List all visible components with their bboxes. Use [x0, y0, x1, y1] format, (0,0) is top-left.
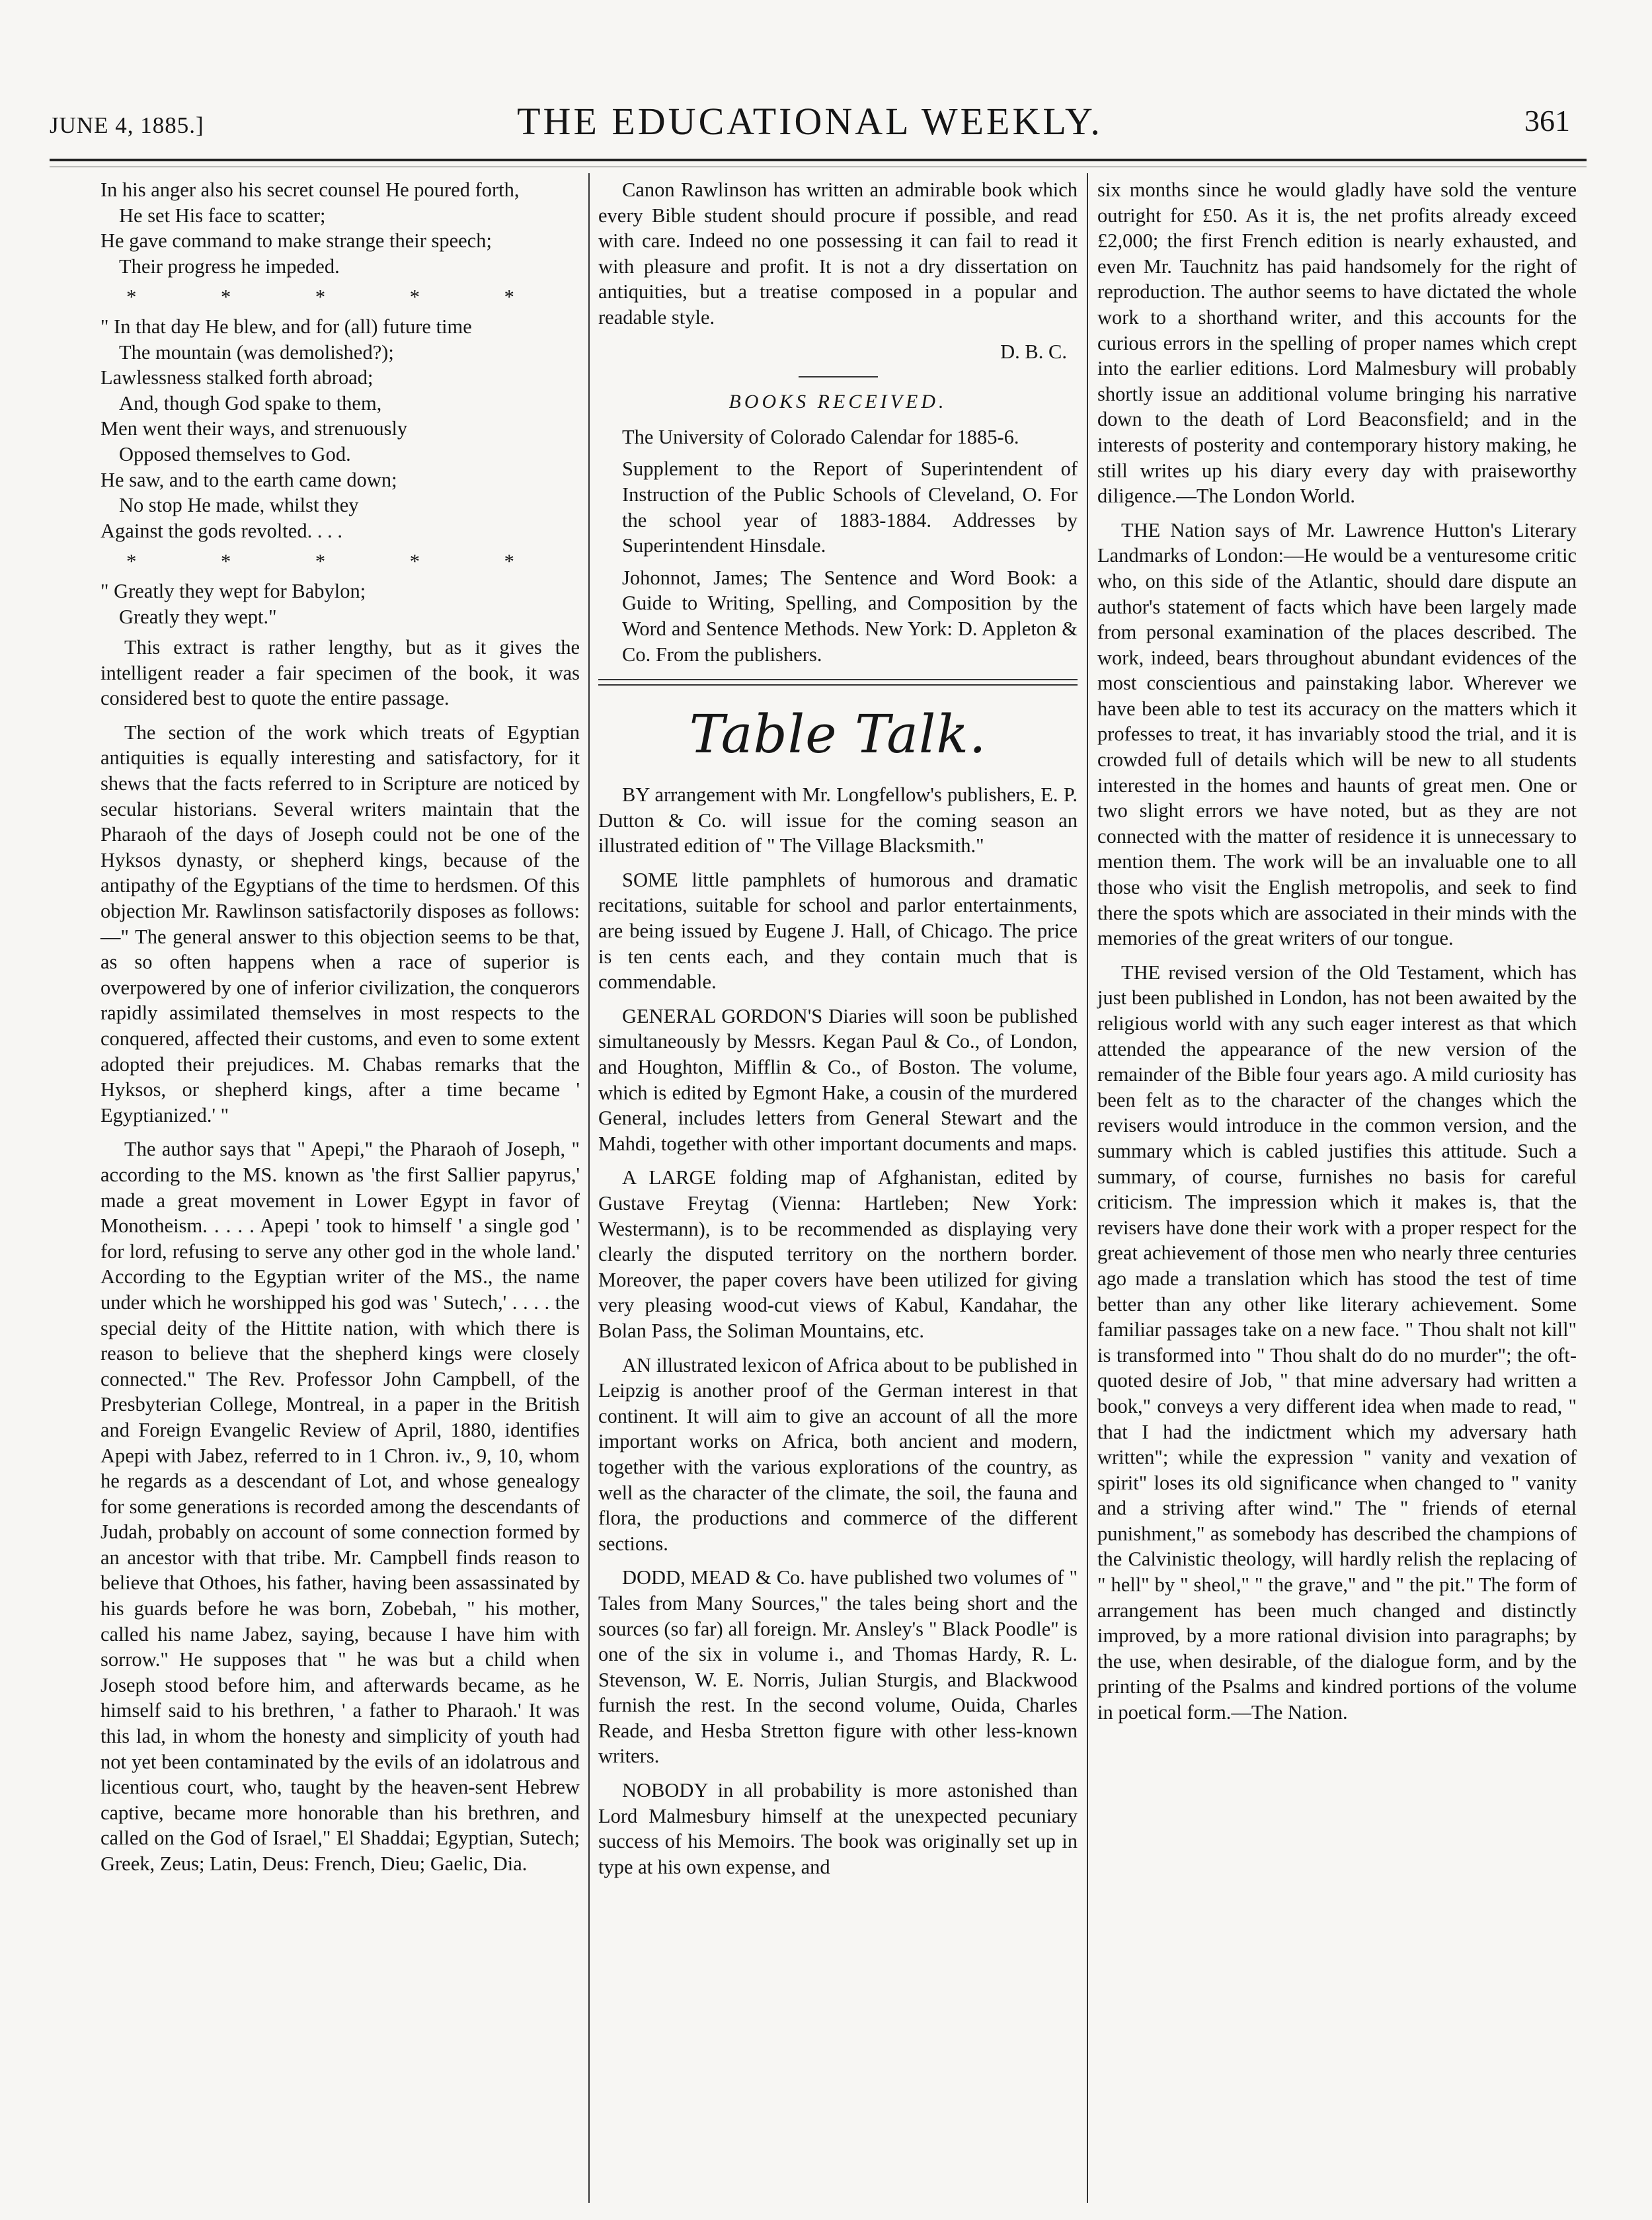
poem-line: And, though God spake to them, — [119, 391, 382, 415]
poem-line: " Greatly they wept for Babylon; — [100, 579, 366, 602]
paragraph: six months since he would gladly have sold the venture outright for £50. As it is, the net profits already exceed £2,000; the first French edition is nearly exhausted, and even Mr. Tauchnitz has paid handsomely for the right of reproduction. The author seems to have dictated the whole work to a shorthand writer, and this accounts for the curious errors in the spelling of proper names which crept into the earlier editions. Lord Malmesbury will probably shortly issue an additional volume bringing his narrative down to the death of Lord Beaconsfield; and in the interests of posterity and contemporary history making, he still writes up his diary every day with praiseworthy diligence.—The London World. — [1097, 178, 1577, 508]
page-number: 361 — [1524, 104, 1570, 138]
books-received-heading: BOOKS RECEIVED. — [728, 391, 947, 413]
paragraph: This extract is rather lengthy, but as it gives the intelligent reader a fair specimen of the book, it was considered best to quote the entire passage. — [100, 636, 580, 710]
poem-line: Their progress he impeded. — [119, 255, 340, 278]
paragraph: BY arrangement with Mr. Longfellow's publishers, E. P. Dutton & Co. will issue for the coming season an illustrated edition of " The Village Blacksmith." — [598, 783, 1078, 857]
poem-line: He saw, and to the earth came down; — [100, 468, 397, 491]
poem-line: Greatly they wept." — [119, 605, 277, 628]
issue-date: JUNE 4, 1885.] — [50, 112, 204, 138]
double-rule — [598, 679, 1078, 686]
poem-line: No stop He made, whilst they — [119, 494, 359, 517]
paragraph: Canon Rawlinson has written an admirable book which every Bible student should procure if possible, and read with care. Indeed no one possessing it can fail to read it with pleasure and profit. It is not a dry dissertation on antiquities, but a treatise composed in a popular and readable style. — [598, 178, 1078, 329]
paragraph: The section of the work which treats of Egyptian antiquities is equally interesting and satisfactory, for it shews that the facts referred to in Scripture are noticed by secular historians. Several writers maintain that the Pharaoh of the days of Joseph could not be one of the Hyksos dynasty, or shepherd kings, because of the antipathy of the Egyptians of the time to herdsmen. Of this objection Mr. Rawlinson satisfactorily disposes as follows:—" The general answer to this objection seems to be that, as so often happens when a race of superior is overpowered by one of inferior civilization, the conquerors rapidly assimilated themselves in most respects to the conquered, affected their customs, and even to some extent adopted their prejudices. M. Chabas remarks that the Hyksos, or shepherd kings, after a time became ' Egyptianized.' " — [100, 721, 580, 1127]
ellipsis-stars: * * * * * — [126, 550, 554, 573]
poem-stanza-1 — [100, 177, 580, 279]
paragraph: THE revised version of the Old Testament, which has just been published in London, has not been awaited by the religious world with any such eager interest as that which attended the appearance of the new version of the remainder of the Bible four years ago. A mild curiosity has been felt as to the character of the changes which the revisers would introduce in the common version, and the summary which is cabled justifies this attitude. Such a summary, of course, furnishes no basis for careful criticism. The impression which it makes is, that the revisers have done their work with a proper respect for the great achievement of those men who nearly three centuries ago made a translation which has stood the test of time better than any other like literary achievement. Some familiar passages take on a new face. " Thou shalt not kill" is transformed into " Thou shalt do do no murder"; the oft-quoted desire of Job, " that mine adversary had written a book," conveys a very different idea when made to read, " that I had the indictment which my adversary hath written"; while the expression " vanity and vexation of spirit" loses its old significance when changed to " vanity and a striving after wind." The " friends of eternal punishment," as somebody has described the champions of the Calvinistic theology, will hardly relish the replacing of " hell" by " sheol," " the grave," and " the pit." The form of arrangement has been much changed and distinctly improved, by a more rational division into paragraphs; by the use, when desirable, of the dialogue form, and by the printing of the Psalms and kindred portions of the volume in poetical form.—The Nation. — [1097, 961, 1577, 1724]
paragraph: A LARGE folding map of Afghanistan, edited by Gustave Freytag (Vienna: Hartleben; New York: Westermann), is to be recommended as displaying very clearly the disputed territory on the northern border. Moreover, the paper covers have been utilized for giving very pleasing wood-cut views of Kabul, Kandahar, the Bolan Pass, the Soliman Mountains, etc. — [598, 1166, 1078, 1342]
author-signature: D. B. C. — [1000, 340, 1067, 363]
book-entry: Supplement to the Report of Superintendent of Instruction of the Public Schools of Cleveland, O. For the school year of 1883-1884. Addresses by Superintendent Hinsdale. — [622, 457, 1078, 557]
poem-line: He gave command to make strange their speech; — [100, 229, 492, 253]
paragraph: THE Nation says of Mr. Lawrence Hutton's Literary Landmarks of London:—He would be a venturesome critic who, on this side of the Atlantic, should dare dispute an author's statement of facts which have been largely made from personal examination of the places described. The work, indeed, bears throughout abundant evidences of the most conscientious and painstaking labor. Wherever we have been able to test its accuracy on the matters which it professes to treat, it has invariably stood the trial, and it is crowded full of details which will be new to all students interested in the homes and haunts of great men. One or two slight errors we have noted, but as they are not connected with the matter of residence it is unnecessary to mention them. The work will be an invaluable one to all those who visit the English metropolis, and seek to find there the spots which are associated in their minds with the memories of the great writers of our tongue. — [1097, 518, 1577, 950]
poem-stanza-2 — [100, 314, 580, 543]
paragraph: GENERAL GORDON'S Diaries will soon be published simultaneously by Messrs. Kegan Paul & Co., of London, and Houghton, Mifflin & Co., of Boston. The volume, which is edited by Egmont Hake, a cousin of the murdered General, includes letters from General Stewart and the Mahdi, together with other important documents and maps. — [598, 1004, 1078, 1155]
poem-line: He set His face to scatter; — [119, 204, 326, 227]
poem-line: In his anger also his secret counsel He poured forth, — [100, 178, 520, 201]
poem-line: Lawlessness stalked forth abroad; — [100, 366, 374, 389]
poem-line: The mountain (was demolished?); — [119, 340, 394, 364]
poem-line: Against the gods revolted. . . . — [100, 519, 342, 542]
book-entry: Johonnot, James; The Sentence and Word Book: a Guide to Writing, Spelling, and Composition by the Word and Sentence Methods. New York: D. Appleton & Co. From the publishers. — [622, 566, 1078, 666]
header-rule — [50, 159, 1587, 161]
poem-line: Opposed themselves to God. — [119, 442, 351, 465]
section-divider — [799, 376, 878, 377]
paragraph: The author says that " Apepi," the Pharaoh of Joseph, " according to the MS. known as 'the first Sallier papyrus,' made a great movement in Lower Egypt in favor of Monotheism. . . . . Apepi ' took to himself ' a single god ' for lord, refusing to serve any other god in the whole land.' According to the Egyptian writer of the MS., the name under which he worshipped his god was ' Sutech,' . . . . the special deity of the Hittite nation, with which there is reason to believe that the shepherd kings were closely connected." The Rev. Professor John Campbell, of the Presbyterian College, Montreal, in a paper in the British and Foreign Evangelic Review of April, 1880, identifies Apepi with Jabez, referred to in 1 Chron. iv., 9, 10, whom he regards as a descendant of Lot, and whose genealogy for some generations is recorded among the descendants of Judah, probably on account of some connection formed by an ancestor with that tribe. Mr. Campbell finds reason to believe that Othoes, his father, having been assassinated by his guards before he was born, Zobebah, " his mother, called his name Jabez, saying, because I have him with sorrow." He supposes that " he was but a child when Joseph stood before him, and afterwards became, as he himself said to his brethren, ' a father to Pharaoh.' It was this lad, in whom the honesty and simplicity of youth had not yet been contaminated by the evils of an idolatrous and licentious court, who, taught by the heaven-sent Hebrew captive, became more honorable than his brethren, and called on the God of Israel," El Shaddai; Egyptian, Sutech; Greek, Zeus; Latin, Deus: French, Dieu; Gaelic, Dia. — [100, 1138, 580, 1875]
paragraph: AN illustrated lexicon of Africa about to be published in Leipzig is another proof of the German interest in that continent. It will aim to give an account of all the more important works on Africa, both ancient and modern, together with the various explorations of the country, as well as the character of the climate, the soil, the fauna and flora, the productions and commerce of the different sections. — [598, 1353, 1078, 1555]
poem-stanza-3 — [100, 578, 580, 629]
publication-title: THE EDUCATIONAL WEEKLY. — [517, 100, 1103, 143]
column-2 — [598, 177, 1078, 1888]
book-entry: The University of Colorado Calendar for 1885-6. — [622, 425, 1019, 448]
paragraph: NOBODY in all probability is more astonished than Lord Malmesbury himself at the unexpected pecuniary success of his Memoirs. The book was originally set up in type at his own expense, and — [598, 1779, 1078, 1878]
page-header — [50, 99, 1570, 145]
paragraph: SOME little pamphlets of humorous and dramatic recitations, suitable for school and parlor entertainments, are being issued by Eugene J. Hall, of Chicago. The price is ten cents each, and they contain much that is commendable. — [598, 868, 1078, 994]
column-3 — [1097, 177, 1577, 1734]
column-1 — [100, 177, 580, 1885]
poem-line: Men went their ways, and strenuously — [100, 417, 408, 440]
paragraph: DODD, MEAD & Co. have published two volumes of " Tales from Many Sources," the tales being short and the sources (so far) all foreign. Mr. Ansley's " Black Poodle" is one of the six in volume i., and Thomas Hardy, R. L. Stevenson, W. E. Norris, Julian Sturgis, and Blackwood furnish the rest. In the second volume, Ouida, Charles Reade, and Hesba Stretton figure with other less-known writers. — [598, 1566, 1078, 1768]
ellipsis-stars: * * * * * — [126, 286, 554, 309]
poem-line: " In that day He blew, and for (all) future time — [100, 315, 472, 338]
column-divider-right — [1087, 173, 1088, 2203]
table-talk-heading: Table Talk. — [689, 703, 987, 766]
column-divider-left — [588, 173, 590, 2203]
